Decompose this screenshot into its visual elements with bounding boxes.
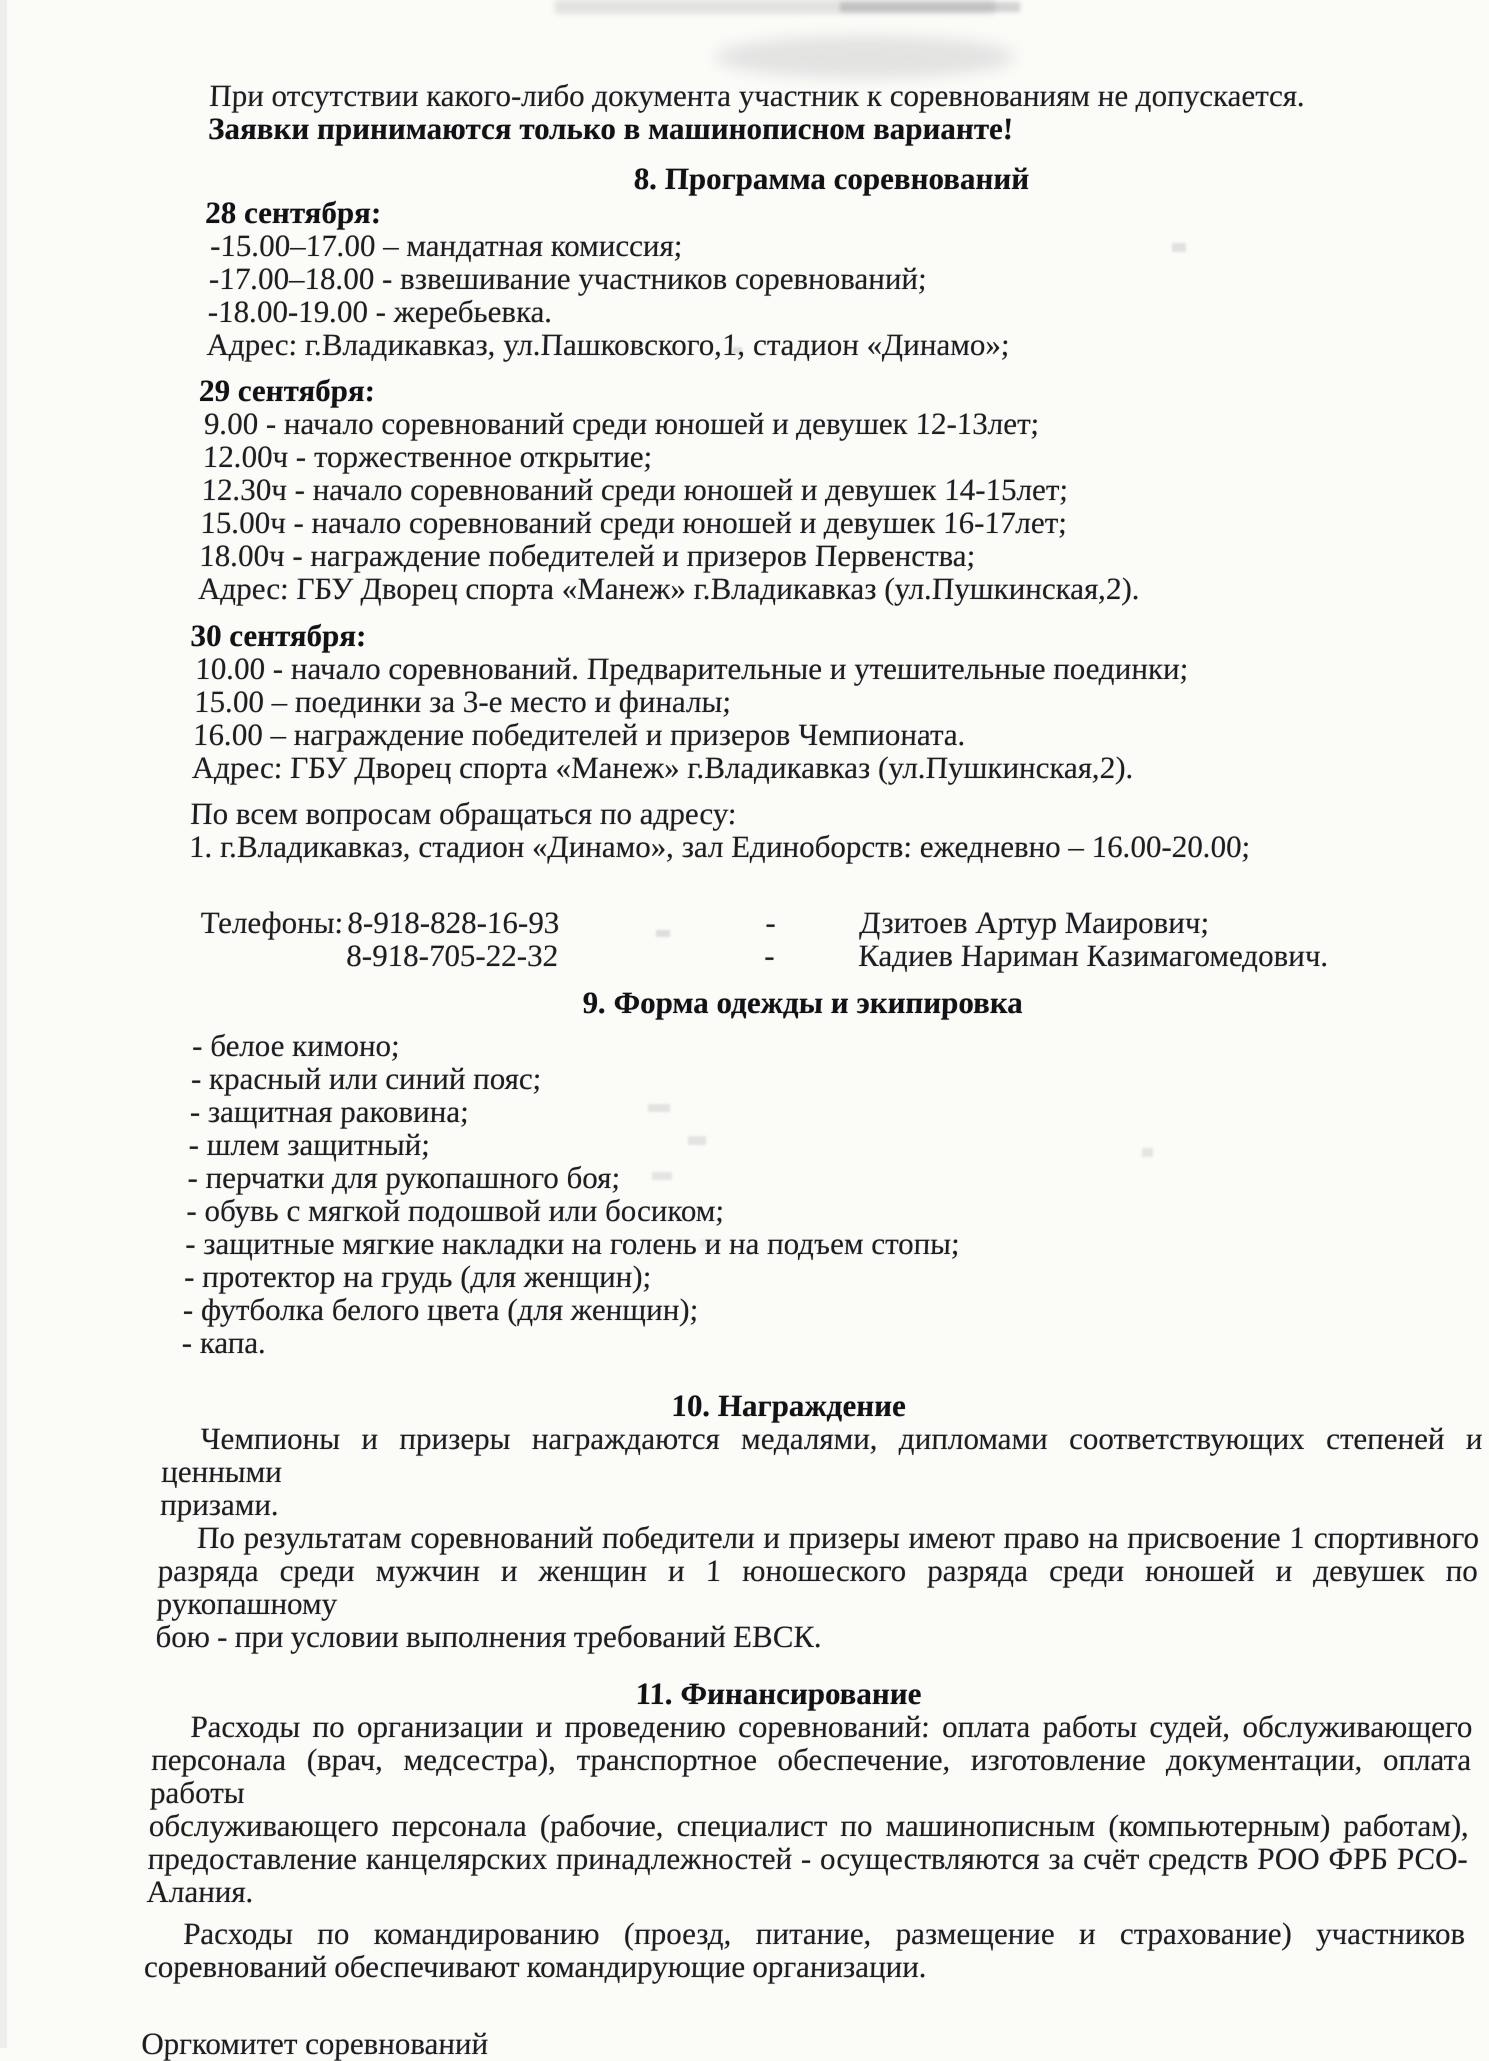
footer-note: Оргкомитет соревнований [140,2026,489,2061]
address-line: Адрес: ГБУ Дворец спорта «Манеж» г.Владикавказ (ул.Пушкинская,2). [197,571,1141,606]
schedule-line: 12.30ч - начало соревнований среди юношей и девушек 14-15лет; [201,472,1069,507]
document-content [141,79,1489,2060]
program-day-30 [185,619,1489,784]
paragraph-line: Алания. [146,1874,255,1909]
paragraph-line: соревнований обеспечивают командирующие организации. [143,1949,928,1984]
address-line: Адрес: г.Владикавказ, ул.Пашковского,1, стадион «Динамо»; [206,327,1011,362]
equipment-item: - шлем защитный; [188,1127,431,1162]
inquiries-address: 1. г.Владикавказ, стадион «Динамо», зал Единоборств: ежедневно – 16.00-20.00; [188,829,1251,864]
day-heading: 30 сентября: [189,618,368,653]
schedule-line: -18.00-19.00 - жеребьевка. [207,294,553,329]
paragraph-line: обслуживающего персонала (рабочие, специалист по машинописным (компьютерным) работам), [148,1808,1470,1843]
paragraph-line: предоставление канцелярских принадлежностей - осуществляются за счёт средств РОО ФРБ РСО- [147,1841,1469,1876]
day-heading: 29 сентября: [198,373,376,408]
paragraph-line: По результатам соревнований победители и призеры имеют право на присвоение 1 спортивного [196,1520,1480,1555]
schedule-line: 9.00 - начало соревнований среди юношей и девушек 12-13лет; [203,406,1040,441]
scan-artifact [555,0,995,14]
equipment-item: - белое кимоно; [191,1028,401,1063]
schedule-line: 12.00ч - торжественное открытие; [202,439,653,474]
paragraph-line: разряда среди мужчин и женщин и 1 юношеского разряда среди юношей и девушек по рукопашному [156,1553,1479,1621]
phone-row [180,906,1489,939]
equipment-item: - перчатки для рукопашного боя; [187,1160,621,1195]
schedule-line: 18.00ч - награждение победителей и призеров Первенства; [198,538,976,573]
schedule-line: 16.00 – награждение победителей и призеров Чемпионата. [192,717,967,752]
program-day-29 [192,374,1489,605]
awards-paragraph-1 [160,1422,1483,1521]
financing-paragraph-1 [146,1710,1473,1908]
equipment-item: - красный или синий пояс; [190,1061,543,1096]
equipment-item: - протектор на грудь (для женщин); [183,1259,652,1294]
phone-separator: - [763,938,776,973]
equipment-item: - футболка белого цвета (для женщин); [182,1292,699,1327]
intro-warning: Заявки принимаются только в машинописном варианте! [207,111,1014,146]
financing-paragraph-2 [144,1917,1466,1983]
inquiries-intro: По всем вопросам обращаться по адресу: [189,796,738,831]
phones-block [179,906,1489,972]
phone-row [179,939,1489,972]
section-title-financing: 11. Финансирование [635,1676,923,1711]
phones-label: Телефоны: [199,905,344,940]
equipment-list [165,1029,1489,1359]
paragraph-line: Расходы по командированию (проезд, питание, размещение и страхование) участников [182,1916,1466,1951]
schedule-line: 15.00ч - начало соревнований среди юношей и девушек 16-17лет; [199,505,1068,540]
scan-artifact [840,2,1020,12]
section-title-equipment: 9. Форма одежды и экипировка [581,985,1024,1020]
scan-artifact [715,36,1015,78]
phone-number: 8-918-705-22-32 [345,938,559,973]
equipment-item: - защитные мягкие накладки на голень и на подъем стопы; [184,1226,961,1261]
section-title-awards: 10. Награждение [670,1388,907,1423]
intro-note: При отсутствии какого-либо документа участник к соревнованиям не допускается. [208,78,1306,113]
paragraph-line: персонала (врач, медсестра), транспортное обеспечение, изготовление документации, оплата работы [149,1742,1472,1810]
schedule-line: 15.00 – поединки за 3-е место и финалы; [193,684,732,719]
program-day-28 [200,196,1489,361]
paragraph-line: бою - при условии выполнения требований ЕВСК. [154,1619,823,1654]
day-heading: 28 сентября: [204,195,382,230]
scan-artifact [0,0,7,2048]
section-title-program: 8. Программа соревнований [633,161,1030,196]
phone-number: 8-918-828-16-93 [346,905,560,940]
paragraph-line: призами. [159,1487,280,1522]
schedule-line: -15.00–17.00 – мандатная комиссия; [209,228,684,263]
paragraph-line: Расходы по организации и проведению соревнований: оплата работы судей, обслуживающего [189,1709,1474,1744]
awards-paragraph-2 [155,1521,1480,1653]
equipment-item: - защитная раковина; [189,1094,470,1129]
contact-name: Дзитоев Артур Маирович; [858,905,1210,940]
schedule-line: 10.00 - начало соревнований. Предварительные и утешительные поединки; [194,651,1189,686]
inquiries-block [183,797,1489,863]
schedule-line: -17.00–18.00 - взвешивание участников соревнований; [208,261,928,296]
paragraph-line: Чемпионы и призеры награждаются медалями, дипломами соответствующих степеней и ценными [160,1421,1484,1489]
address-line: Адрес: ГБУ Дворец спорта «Манеж» г.Владикавказ (ул.Пушкинская,2). [191,750,1135,785]
equipment-item: - капа. [181,1325,267,1360]
contact-name: Кадиев Нариман Казимагомедович. [857,938,1329,973]
equipment-item: - обувь с мягкой подошвой или босиком; [185,1193,725,1228]
phone-separator: - [764,905,777,940]
